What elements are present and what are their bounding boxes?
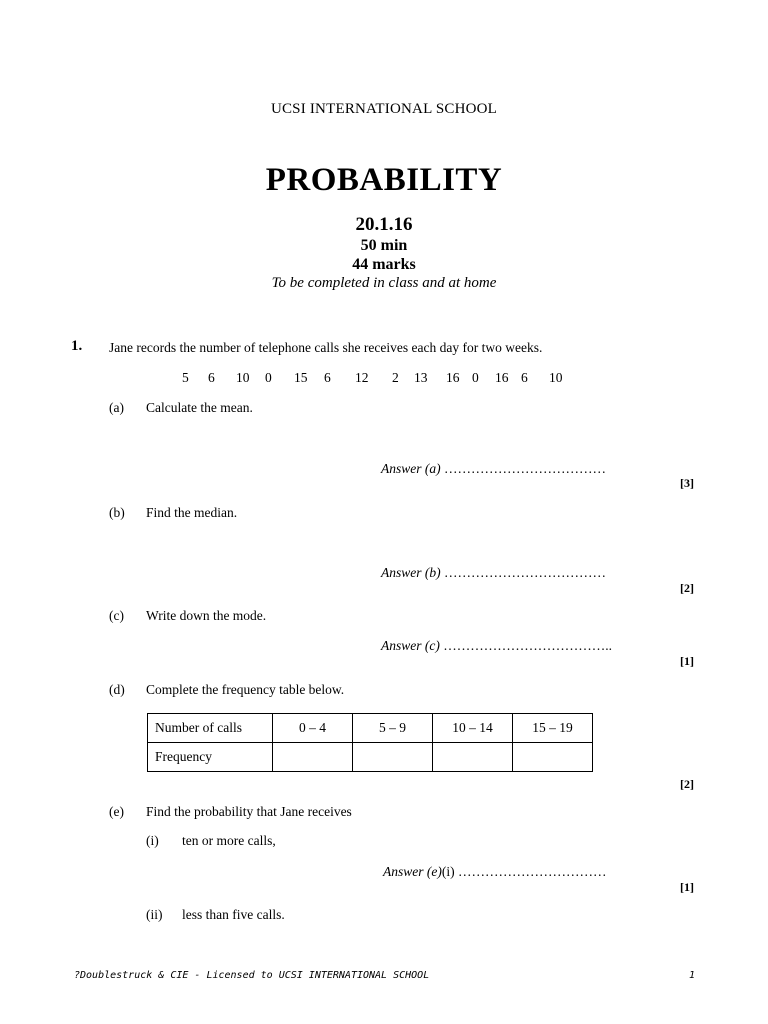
data-value: 16 bbox=[446, 370, 460, 385]
table-header-cell: 0 – 4 bbox=[273, 714, 353, 743]
data-value: 5 bbox=[182, 370, 189, 385]
part-e-text: Find the probability that Jane receives bbox=[146, 804, 352, 819]
total-marks: 44 marks bbox=[352, 256, 416, 273]
table-header-row bbox=[148, 714, 593, 743]
part-a-label: (a) bbox=[109, 400, 124, 415]
table-header-cell: 5 – 9 bbox=[353, 714, 433, 743]
data-value: 16 bbox=[495, 370, 509, 385]
answer-c-label: Answer (c) bbox=[381, 638, 440, 653]
answer-e-label: Answer (e) bbox=[383, 864, 442, 879]
marks-d: [2] bbox=[680, 777, 694, 791]
part-a-text: Calculate the mean. bbox=[146, 400, 253, 415]
footer-copyright: ?Doublestruck & CIE - Licensed to UCSI INTERNATIONAL SCHOOL bbox=[74, 970, 430, 981]
frequency-row-label: Frequency bbox=[148, 743, 273, 772]
table-row bbox=[148, 743, 593, 772]
document-date: 20.1.16 bbox=[355, 214, 413, 235]
data-value: 6 bbox=[208, 370, 215, 385]
answer-c-line[interactable]: ……………………………….. bbox=[443, 638, 612, 653]
table-header-cell: 15 – 19 bbox=[513, 714, 593, 743]
page-number: 1 bbox=[689, 970, 696, 981]
answer-e-i bbox=[383, 864, 606, 880]
data-value: 6 bbox=[324, 370, 331, 385]
question-intro: Jane records the number of telephone calls she receives each day for two weeks. bbox=[109, 340, 543, 355]
part-e-ii-text: less than five calls. bbox=[182, 907, 285, 922]
part-d-text: Complete the frequency table below. bbox=[146, 682, 345, 697]
frequency-cell[interactable] bbox=[273, 743, 353, 772]
data-value: 0 bbox=[265, 370, 272, 385]
answer-b-label: Answer (b) bbox=[381, 565, 441, 580]
answer-b bbox=[381, 565, 606, 581]
marks-e-i: [1] bbox=[680, 880, 694, 894]
part-c-text: Write down the mode. bbox=[146, 608, 267, 623]
answer-b-line[interactable]: ……………………………… bbox=[444, 565, 606, 580]
data-value: 13 bbox=[414, 370, 428, 385]
answer-a-label: Answer (a) bbox=[381, 461, 441, 476]
part-d-label: (d) bbox=[109, 682, 125, 697]
part-b-label: (b) bbox=[109, 505, 125, 520]
duration: 50 min bbox=[360, 237, 408, 254]
answer-e-sub: (i) bbox=[441, 864, 455, 879]
table-header-cell: Number of calls bbox=[148, 714, 273, 743]
document-title: PROBABILITY bbox=[265, 162, 503, 198]
part-c-label: (c) bbox=[109, 608, 124, 623]
frequency-cell[interactable] bbox=[433, 743, 513, 772]
data-value: 12 bbox=[355, 370, 369, 385]
data-value: 15 bbox=[294, 370, 308, 385]
table-header-cell: 10 – 14 bbox=[433, 714, 513, 743]
frequency-table bbox=[147, 713, 593, 772]
part-e-i-text: ten or more calls, bbox=[182, 833, 276, 848]
data-value: 10 bbox=[549, 370, 563, 385]
part-e-i-label: (i) bbox=[146, 833, 159, 848]
answer-a bbox=[381, 461, 606, 477]
part-e-ii-label: (ii) bbox=[146, 907, 163, 922]
marks-c: [1] bbox=[680, 654, 694, 668]
answer-e-i-line[interactable]: …………………………… bbox=[457, 864, 607, 879]
data-value: 0 bbox=[472, 370, 479, 385]
frequency-cell[interactable] bbox=[513, 743, 593, 772]
part-b-text: Find the median. bbox=[146, 505, 238, 520]
question-number: 1. bbox=[71, 338, 83, 354]
marks-a: [3] bbox=[680, 476, 694, 490]
marks-b: [2] bbox=[680, 581, 694, 595]
answer-c bbox=[381, 638, 612, 654]
data-value: 10 bbox=[236, 370, 250, 385]
data-value: 2 bbox=[392, 370, 399, 385]
school-name: UCSI INTERNATIONAL SCHOOL bbox=[270, 101, 498, 117]
instruction: To be completed in class and at home bbox=[271, 275, 497, 291]
part-e-label: (e) bbox=[109, 804, 124, 819]
data-value: 6 bbox=[521, 370, 528, 385]
answer-a-line[interactable]: ……………………………… bbox=[444, 461, 606, 476]
frequency-cell[interactable] bbox=[353, 743, 433, 772]
